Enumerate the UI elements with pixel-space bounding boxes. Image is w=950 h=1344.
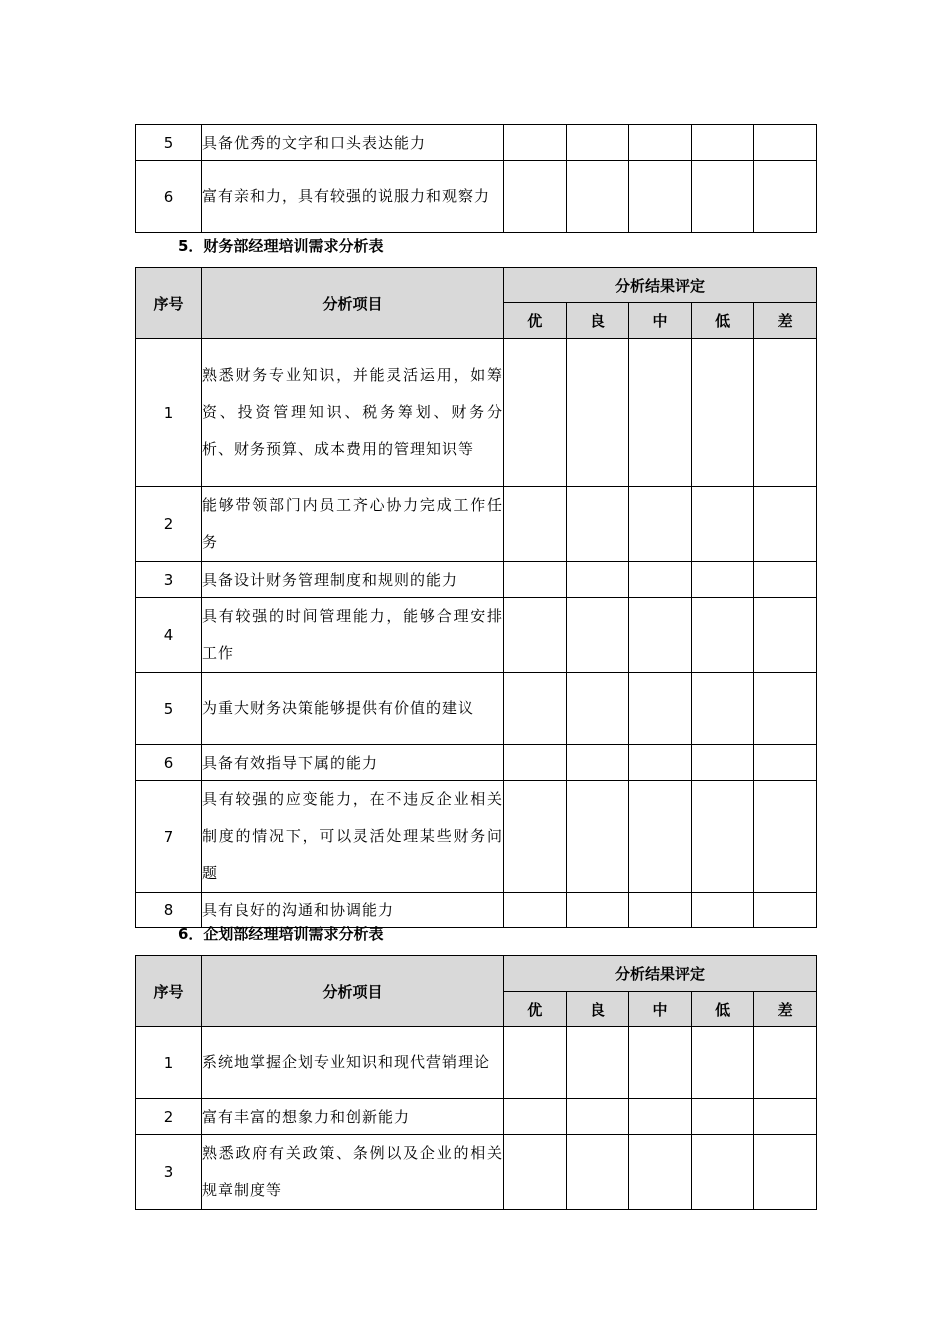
row-number: 1: [136, 1027, 202, 1099]
rating-cell: [566, 339, 629, 487]
rating-cell: [754, 745, 817, 781]
rating-cell: [504, 673, 567, 745]
analysis-item: 熟悉财务专业知识，并能灵活运用，如筹资、投资管理知识、税务筹划、财务分析、财务预算、成本费用的管理知识等: [202, 339, 504, 487]
table-row: [136, 745, 817, 781]
rating-cell: [566, 673, 629, 745]
analysis-item: 具备设计财务管理制度和规则的能力: [202, 562, 504, 598]
rating-cell: [754, 781, 817, 893]
row-number: 5: [136, 673, 202, 745]
row-number: 1: [136, 339, 202, 487]
rating-cell: [566, 1135, 629, 1210]
rating-cell: [691, 598, 754, 673]
analysis-item: 系统地掌握企划专业知识和现代营销理论: [202, 1027, 504, 1099]
header-result: 分析结果评定: [504, 268, 817, 303]
rating-cell: [629, 339, 692, 487]
rating-cell: [629, 781, 692, 893]
rating-cell: [504, 1099, 567, 1135]
row-number: 6: [136, 161, 202, 233]
table-row: [136, 1099, 817, 1135]
header-rating: 差: [754, 303, 817, 339]
rating-cell: [504, 339, 567, 487]
header-rating: 优: [504, 303, 567, 339]
row-number: 3: [136, 1135, 202, 1210]
rating-cell: [566, 745, 629, 781]
rating-cell: [691, 562, 754, 598]
header-rating: 低: [691, 992, 754, 1027]
rating-cell: [504, 781, 567, 893]
section-title: 5．财务部经理培训需求分析表: [178, 237, 384, 255]
table-row: [136, 1135, 817, 1210]
table-row: [136, 339, 817, 487]
rating-cell: [504, 893, 567, 928]
analysis-item: 富有丰富的想象力和创新能力: [202, 1099, 504, 1135]
rating-cell: [754, 893, 817, 928]
planning-manager-table: [135, 955, 817, 1210]
row-number: 4: [136, 598, 202, 673]
analysis-item: 具备优秀的文字和口头表达能力: [202, 125, 504, 161]
header-rating: 中: [629, 992, 692, 1027]
continued-table: [135, 124, 817, 233]
header-rating: 良: [566, 303, 629, 339]
header-number: 序号: [136, 268, 202, 339]
table-row: [136, 673, 817, 745]
rating-cell: [629, 893, 692, 928]
rating-cell: [504, 745, 567, 781]
rating-cell: [754, 562, 817, 598]
rating-cell: [629, 487, 692, 562]
header-number: 序号: [136, 956, 202, 1027]
rating-cell: [691, 1099, 754, 1135]
header-rating: 中: [629, 303, 692, 339]
rating-cell: [629, 745, 692, 781]
table-row: [136, 125, 817, 161]
table-row: [136, 598, 817, 673]
row-number: 2: [136, 1099, 202, 1135]
analysis-item: 为重大财务决策能够提供有价值的建议: [202, 673, 504, 745]
row-number: 3: [136, 562, 202, 598]
rating-cell: [754, 1099, 817, 1135]
header-row: [136, 956, 817, 992]
rating-cell: [629, 598, 692, 673]
header-item: 分析项目: [202, 268, 504, 339]
rating-cell: [754, 1135, 817, 1210]
row-number: 5: [136, 125, 202, 161]
rating-cell: [691, 487, 754, 562]
rating-cell: [504, 1027, 567, 1099]
rating-cell: [754, 339, 817, 487]
rating-cell: [691, 893, 754, 928]
rating-cell: [691, 1027, 754, 1099]
rating-cell: [691, 673, 754, 745]
rating-cell: [629, 161, 692, 233]
row-number: 2: [136, 487, 202, 562]
rating-cell: [691, 781, 754, 893]
table-row: [136, 781, 817, 893]
rating-cell: [629, 673, 692, 745]
table-row: [136, 161, 817, 233]
rating-cell: [566, 487, 629, 562]
rating-cell: [754, 487, 817, 562]
rating-cell: [566, 598, 629, 673]
analysis-item: 具备有效指导下属的能力: [202, 745, 504, 781]
rating-cell: [504, 598, 567, 673]
analysis-item: 具有良好的沟通和协调能力: [202, 893, 504, 928]
rating-cell: [691, 339, 754, 487]
header-rating: 差: [754, 992, 817, 1027]
rating-cell: [566, 125, 629, 161]
rating-cell: [566, 893, 629, 928]
rating-cell: [566, 562, 629, 598]
rating-cell: [629, 1027, 692, 1099]
table-row: [136, 1027, 817, 1099]
analysis-item: 具有较强的时间管理能力，能够合理安排工作: [202, 598, 504, 673]
rating-cell: [754, 125, 817, 161]
rating-cell: [754, 161, 817, 233]
rating-cell: [504, 125, 567, 161]
rating-cell: [629, 562, 692, 598]
rating-cell: [504, 487, 567, 562]
finance-manager-table: [135, 267, 817, 928]
rating-cell: [691, 1135, 754, 1210]
rating-cell: [629, 125, 692, 161]
rating-cell: [691, 125, 754, 161]
rating-cell: [566, 161, 629, 233]
rating-cell: [754, 598, 817, 673]
analysis-item: 能够带领部门内员工齐心协力完成工作任务: [202, 487, 504, 562]
rating-cell: [566, 1099, 629, 1135]
header-rating: 良: [566, 992, 629, 1027]
row-number: 6: [136, 745, 202, 781]
table-row: [136, 562, 817, 598]
rating-cell: [504, 1135, 567, 1210]
rating-cell: [629, 1099, 692, 1135]
section-title: 6．企划部经理培训需求分析表: [178, 925, 384, 943]
rating-cell: [566, 781, 629, 893]
rating-cell: [691, 161, 754, 233]
header-item: 分析项目: [202, 956, 504, 1027]
header-rating: 优: [504, 992, 567, 1027]
header-row: [136, 268, 817, 303]
rating-cell: [504, 562, 567, 598]
analysis-item: 熟悉政府有关政策、条例以及企业的相关规章制度等: [202, 1135, 504, 1210]
rating-cell: [691, 745, 754, 781]
rating-cell: [566, 1027, 629, 1099]
header-rating: 低: [691, 303, 754, 339]
rating-cell: [629, 1135, 692, 1210]
analysis-item: 具有较强的应变能力，在不违反企业相关制度的情况下，可以灵活处理某些财务问题: [202, 781, 504, 893]
analysis-item: 富有亲和力，具有较强的说服力和观察力: [202, 161, 504, 233]
table-row: [136, 487, 817, 562]
rating-cell: [504, 161, 567, 233]
row-number: 7: [136, 781, 202, 893]
table-row: [136, 893, 817, 928]
header-result: 分析结果评定: [504, 956, 817, 992]
rating-cell: [754, 673, 817, 745]
rating-cell: [754, 1027, 817, 1099]
row-number: 8: [136, 893, 202, 928]
